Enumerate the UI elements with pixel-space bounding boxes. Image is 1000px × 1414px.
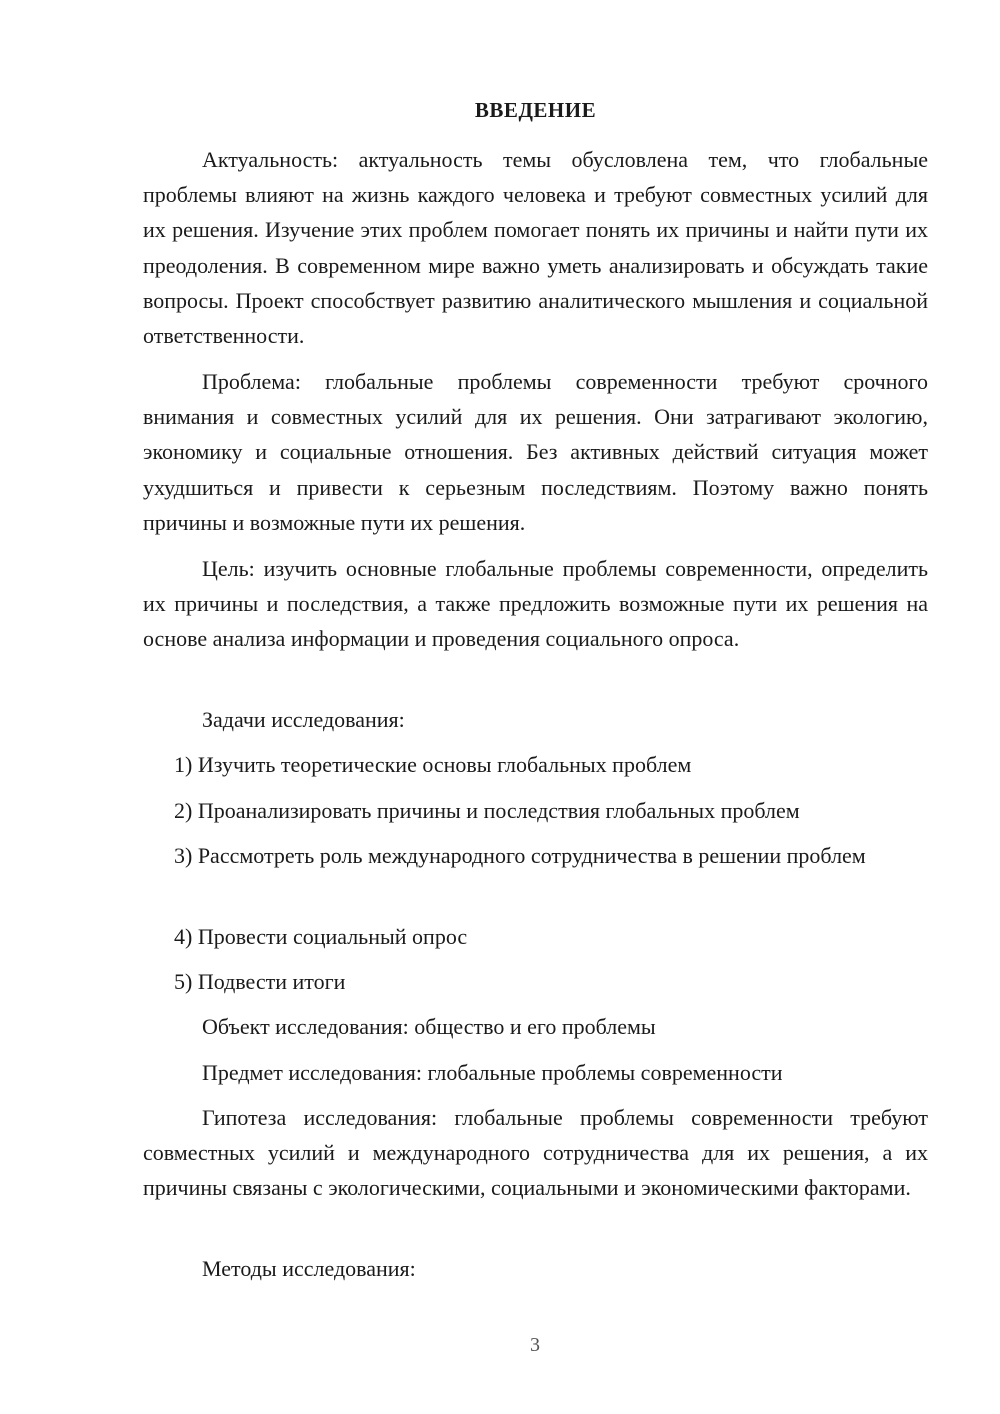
relevance-paragraph: Актуальность: актуальность темы обусловлена тем, что глобальные проблемы влияют на жизнь каждого человека и требуют совместных усилий для их решения. Изучение этих проблем помогает понять их причины и найти пути их преодоления. В современном мире важно уметь анализировать и обсуждать такие вопросы. Проект способствует развитию аналитического мышления и социальной ответственности. xyxy=(143,147,928,349)
task-item-3: 3) Рассмотреть роль международного сотрудничества в решении проблем xyxy=(174,843,866,868)
subject-paragraph: Предмет исследования: глобальные проблемы современности xyxy=(202,1060,783,1085)
object-paragraph: Объект исследования: общество и его проблемы xyxy=(202,1014,656,1039)
section-heading: ВВЕДЕНИЕ xyxy=(474,98,597,122)
task-item-5: 5) Подвести итоги xyxy=(174,969,346,994)
goal-paragraph: Цель: изучить основные глобальные проблемы современности, определить их причины и последствия, а также предложить возможные пути их решения на основе анализа информации и проведения социального опроса. xyxy=(143,556,928,652)
page-number: 3 xyxy=(530,1334,540,1356)
methods-label: Методы исследования: xyxy=(202,1256,416,1281)
hypothesis-paragraph: Гипотеза исследования: глобальные проблемы современности требуют совместных усилий и международного сотрудничества для их решения, а их причины связаны с экологическими, социальными и экономическими факторами. xyxy=(143,1105,928,1201)
task-item-1: 1) Изучить теоретические основы глобальных проблем xyxy=(174,752,692,777)
problem-paragraph: Проблема: глобальные проблемы современности требуют срочного внимания и совместных усилий для их решения. Они затрагивают экологию, экономику и социальные отношения. Без активных действий ситуация может ухудшиться и привести к серьезным последствиям. Поэтому важно понять причины и возможные пути их решения. xyxy=(143,369,928,535)
task-item-2: 2) Проанализировать причины и последствия глобальных проблем xyxy=(174,798,800,823)
tasks-label: Задачи исследования: xyxy=(202,707,405,732)
task-item-4: 4) Провести социальный опрос xyxy=(174,924,468,949)
